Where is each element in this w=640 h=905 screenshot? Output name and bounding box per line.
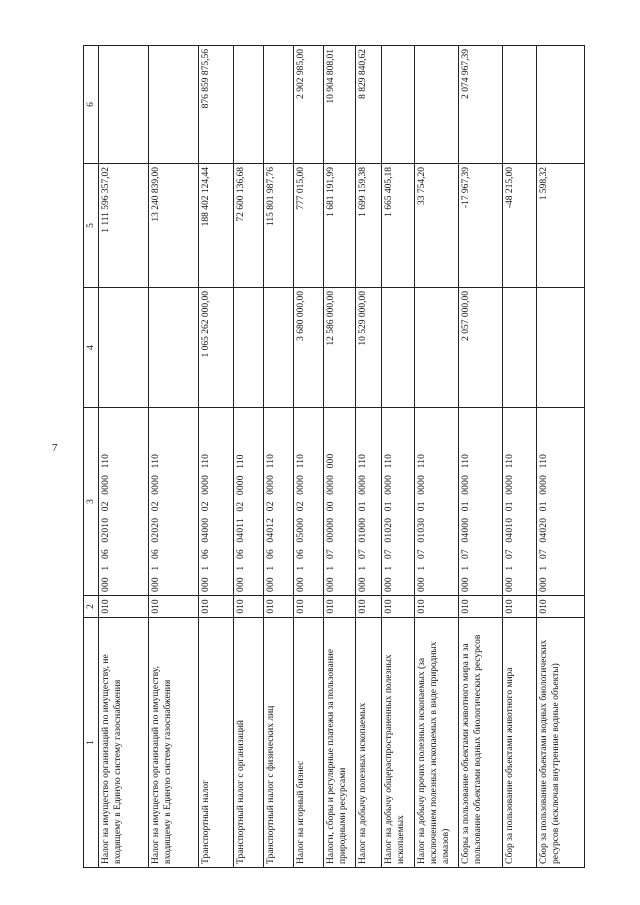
row-name: Налог на добычу полезных ископаемых [356, 618, 382, 868]
row-admin-code: 010 [382, 596, 415, 618]
row-plan: 12 586 000,00 [324, 288, 356, 408]
row-name: Налог на добычу прочих полезных ископаемых (за исключением полезных ископаемых в виде природных алмазов) [415, 618, 459, 868]
row-admin-code: 010 [234, 596, 264, 618]
row-budget-code: 000 1 07 01000 01 0000 110 [356, 408, 382, 596]
row-budget-code: 000 1 06 02010 02 0000 110 [99, 408, 149, 596]
row-admin-code: 010 [294, 596, 324, 618]
row-plan [503, 288, 537, 408]
row-admin-code: 010 [99, 596, 149, 618]
row-admin-code: 010 [537, 596, 585, 618]
row-admin-code: 010 [415, 596, 459, 618]
header-col-3: 3 [84, 408, 99, 596]
row-actual: 33 754,20 [415, 164, 459, 288]
row-admin-code: 010 [199, 596, 234, 618]
row-budget-code: 000 1 06 04000 02 0000 110 [199, 408, 234, 596]
row-remainder: 10 904 808,01 [324, 46, 356, 164]
row-remainder [234, 46, 264, 164]
row-budget-code: 000 1 07 04010 01 0000 110 [503, 408, 537, 596]
row-admin-code: 010 [149, 596, 199, 618]
header-col-5: 5 [84, 164, 99, 288]
row-actual: 1 111 596 357,02 [99, 164, 149, 288]
header-col-6: 6 [84, 46, 99, 164]
row-remainder: 8 829 840,62 [356, 46, 382, 164]
row-plan [382, 288, 415, 408]
row-plan [149, 288, 199, 408]
page-number: 7 [52, 442, 58, 454]
header-col-2: 2 [84, 596, 99, 618]
table-row [415, 46, 459, 868]
row-actual: -17 967,39 [459, 164, 503, 288]
row-name: Транспортный налог с физических лиц [264, 618, 294, 868]
row-remainder [415, 46, 459, 164]
table-row [382, 46, 415, 868]
row-name: Налоги, сборы и регулярные платежи за пользование природными ресурсами [324, 618, 356, 868]
row-admin-code: 010 [356, 596, 382, 618]
row-budget-code: 000 1 06 05000 02 0000 110 [294, 408, 324, 596]
row-admin-code: 010 [324, 596, 356, 618]
table-row [324, 46, 356, 868]
row-plan: 2 057 000,00 [459, 288, 503, 408]
row-plan: 1 065 262 000,00 [199, 288, 234, 408]
row-actual: 1 699 159,38 [356, 164, 382, 288]
row-remainder [503, 46, 537, 164]
table-row [99, 46, 149, 868]
row-name: Сбор за пользование объектами животного мира [503, 618, 537, 868]
row-name: Налог на имущество организаций по имуществу, не входящему в Единую систему газоснабжения [99, 618, 149, 868]
budget-table [83, 45, 585, 868]
row-actual: 1 665 405,18 [382, 164, 415, 288]
row-actual: 777 015,00 [294, 164, 324, 288]
table-row [264, 46, 294, 868]
row-remainder [264, 46, 294, 164]
row-actual: -48 215,00 [503, 164, 537, 288]
table-row [356, 46, 382, 868]
row-remainder [537, 46, 585, 164]
row-budget-code: 000 1 07 01030 01 0000 110 [415, 408, 459, 596]
row-plan [415, 288, 459, 408]
header-row [84, 46, 99, 868]
row-actual: 13 240 839,00 [149, 164, 199, 288]
row-name: Сбор за пользование объектами водных биологических ресурсов (исключая внутренние водные объекты) [537, 618, 585, 868]
row-admin-code: 010 [459, 596, 503, 618]
row-admin-code: 010 [264, 596, 294, 618]
row-plan: 10 529 000,00 [356, 288, 382, 408]
row-budget-code: 000 1 07 01020 01 0000 110 [382, 408, 415, 596]
table-row [503, 46, 537, 868]
row-plan [264, 288, 294, 408]
row-budget-code: 000 1 06 04011 02 0000 110 [234, 408, 264, 596]
row-name: Сборы за пользование объектами животного мира и за пользование объектами водных биологических ресурсов [459, 618, 503, 868]
table-row [199, 46, 234, 868]
row-remainder [382, 46, 415, 164]
row-actual: 188 402 124,44 [199, 164, 234, 288]
row-actual: 1 598,32 [537, 164, 585, 288]
row-budget-code: 000 1 07 04020 01 0000 110 [537, 408, 585, 596]
row-budget-code: 000 1 07 04000 01 0000 110 [459, 408, 503, 596]
table-row [234, 46, 264, 868]
row-name: Налог на имущество организаций по имуществу, входящему в Единую систему газоснабжения [149, 618, 199, 868]
header-col-4: 4 [84, 288, 99, 408]
table-row [149, 46, 199, 868]
row-remainder [149, 46, 199, 164]
table-row [459, 46, 503, 868]
row-name: Налог на добычу общераспространенных полезных ископаемых [382, 618, 415, 868]
row-plan: 3 680 000,00 [294, 288, 324, 408]
row-actual: 72 600 136,68 [234, 164, 264, 288]
row-actual: 115 801 987,76 [264, 164, 294, 288]
row-admin-code: 010 [503, 596, 537, 618]
row-remainder: 876 859 875,56 [199, 46, 234, 164]
rotated-table-container [83, 46, 561, 868]
row-plan [234, 288, 264, 408]
row-budget-code: 000 1 06 04012 02 0000 110 [264, 408, 294, 596]
table-row [294, 46, 324, 868]
header-col-1: 1 [84, 618, 99, 868]
row-actual: 1 681 191,99 [324, 164, 356, 288]
row-budget-code: 000 1 07 00000 00 0000 000 [324, 408, 356, 596]
row-budget-code: 000 1 06 02020 02 0000 110 [149, 408, 199, 596]
row-remainder: 2 902 985,00 [294, 46, 324, 164]
row-remainder [99, 46, 149, 164]
row-plan [537, 288, 585, 408]
row-plan [99, 288, 149, 408]
row-name: Налог на игорный бизнес [294, 618, 324, 868]
row-name: Транспортный налог с организаций [234, 618, 264, 868]
row-name: Транспортный налог [199, 618, 234, 868]
row-remainder: 2 074 967,39 [459, 46, 503, 164]
table-row [537, 46, 585, 868]
